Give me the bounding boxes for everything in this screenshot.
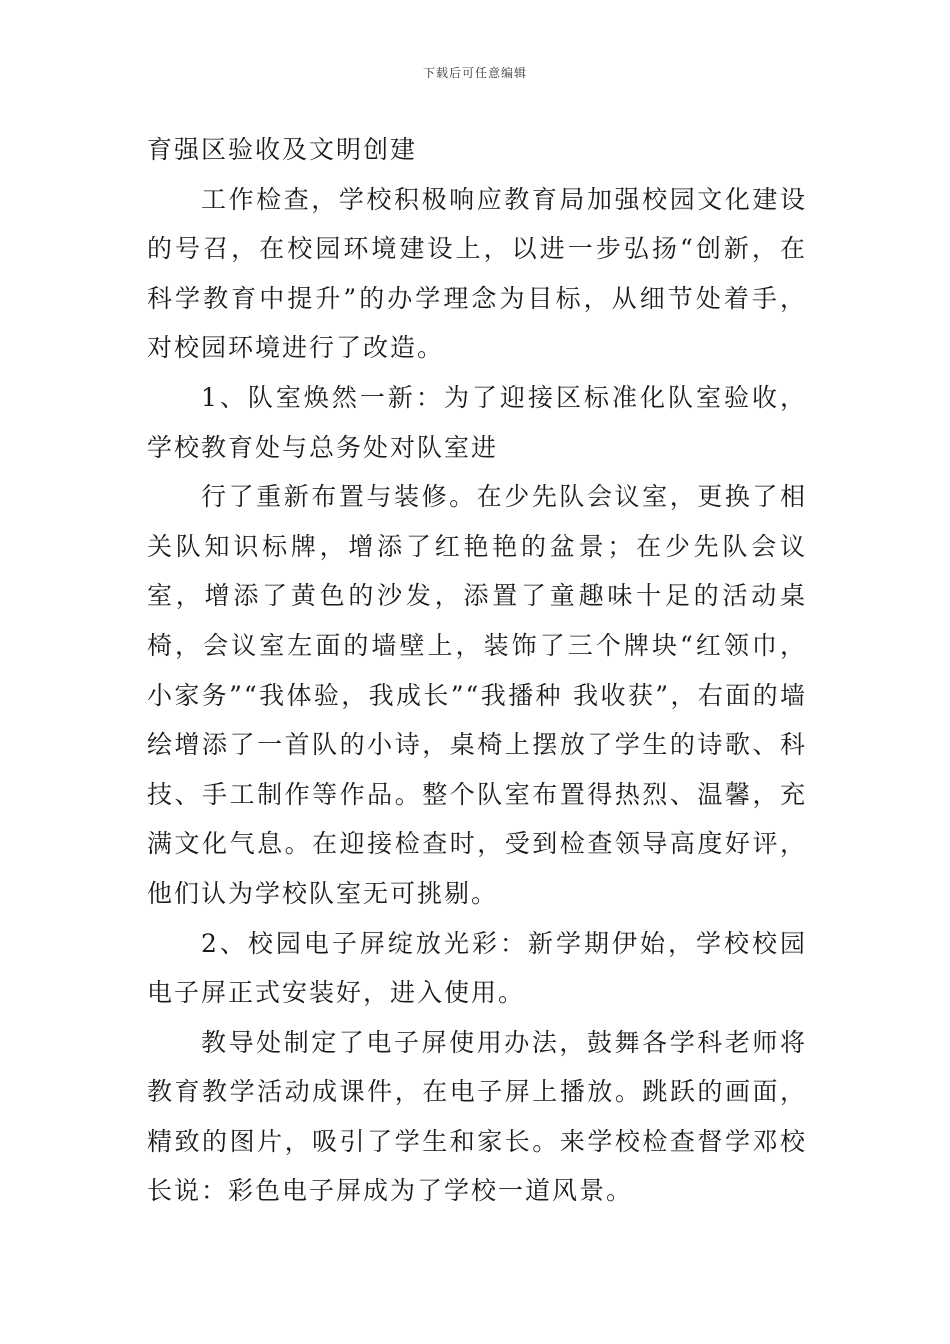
- paragraph-continuation: 育强区验收及文明创建: [147, 135, 418, 164]
- document-body: [147, 125, 807, 1216]
- paragraph-item-2-heading: 2、校园电子屏绽放光彩：新学期伊始，学校校园电子屏正式安装好，进入使用。: [147, 928, 807, 1008]
- paragraph-work-inspection: 工作检查，学校积极响应教育局加强校园文化建设的号召，在校园环境建设上，以进一步弘扬“创新，在科学教育中提升”的办学理念为目标，从细节处着手，对校园环境进行了改造。: [147, 184, 807, 363]
- paragraph-item-1-body: 行了重新布置与装修。在少先队会议室，更换了相关队知识标牌，增添了红艳艳的盆景；在少先队会议室，增添了黄色的沙发，添置了童趣味十足的活动桌椅，会议室左面的墙壁上，装饰了三个牌块“红领巾，小家务”“我体验，我成长”“我播种 我收获”，右面的墙绘增添了一首队的小诗，桌椅上摆放了学生的诗歌、科技、手工制作等作品。整个队室布置得热烈、温馨，充满文化气息。在迎接检查时，受到检查领导高度好评，他们认为学校队室无可挑剔。: [147, 482, 807, 908]
- page-header-note: 下载后可任意编辑: [422, 66, 527, 80]
- paragraph-item-2-body: 教导处制定了电子屏使用办法，鼓舞各学科老师将教育教学活动成课件，在电子屏上播放。跳跃的画面，精致的图片，吸引了学生和家长。来学校检查督学邓校长说：彩色电子屏成为了学校一道风景。: [147, 1027, 807, 1206]
- paragraph-item-1-heading: 1、队室焕然一新：为了迎接区标准化队室验收，学校教育处与总务处对队室进: [147, 382, 807, 462]
